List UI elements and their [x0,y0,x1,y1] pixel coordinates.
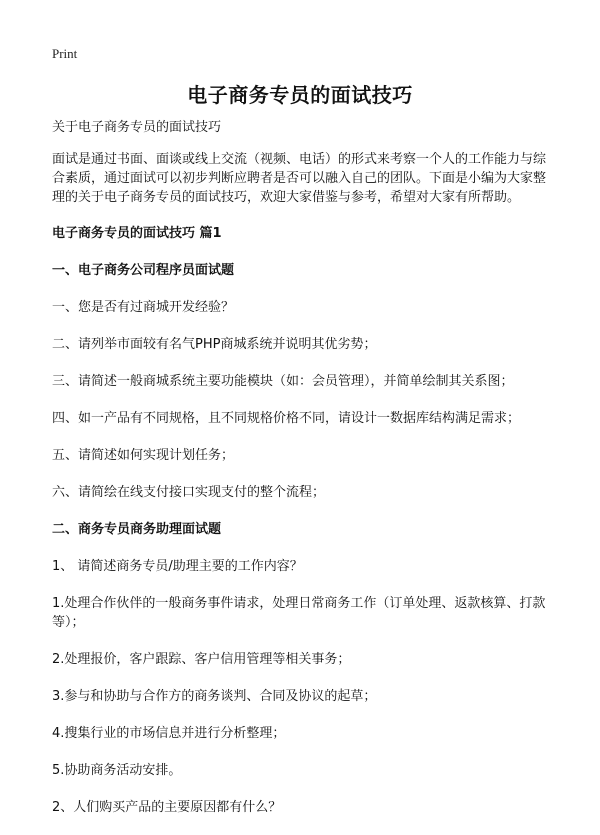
section-2-answer: 2.处理报价，客户跟踪、客户信用管理等相关事务； [52,652,351,667]
section-2-answer: 5.协助商务活动安排。 [52,763,182,778]
section-1-item: 一、您是否有过商城开发经验？ [52,300,235,315]
section-2-answer: 1.处理合作伙伴的一般商务事件请求，处理日常商务工作（订单处理、返款核算、打款等）； [52,596,546,630]
section-1-title: 一、电子商务公司程序员面试题 [52,263,235,278]
document-body [52,118,552,835]
section-1-item: 六、请简绘在线支付接口实现支付的整个流程； [52,485,326,500]
print-label: Print [52,46,78,61]
section-2-answer: 4.搜集行业的市场信息并进行分析整理； [52,726,286,741]
section-2-title: 二、商务专员商务助理面试题 [52,522,222,537]
document-subtitle: 关于电子商务专员的面试技巧 [52,120,222,135]
intro-paragraph: 面试是通过书面、面谈或线上交流（视频、电话）的形式来考察一个人的工作能力与综合素质，通过面试可以初步判断应聘者是否可以融入自己的团队。下面是小编为大家整理的关于电子商务专员的面试技巧，欢迎大家借鉴与参考，希望对大家有所帮助。 [52,152,547,205]
section-1-item: 五、请简述如何实现计划任务； [52,448,235,463]
section-1-item: 四、如一产品有不同规格，且不同规格价格不同，请设计一数据库结构满足需求； [52,411,521,426]
section-1-item: 三、请简述一般商城系统主要功能模块（如：会员管理），并简单绘制其关系图； [52,374,514,389]
part-title: 电子商务专员的面试技巧 篇1 [52,226,222,241]
page-title: 电子商务专员的面试技巧 [187,83,413,107]
section-1-item: 二、请列举市面较有名气PHP商城系统并说明其优劣势； [52,337,377,352]
section-2-question: 2、人们购买产品的主要原因都有什么？ [52,800,282,815]
section-2-question: 1、 请简述商务专员/助理主要的工作内容？ [52,559,303,574]
section-2-answer: 3.参与和协助与合作方的商务谈判、合同及协议的起草； [52,689,377,704]
